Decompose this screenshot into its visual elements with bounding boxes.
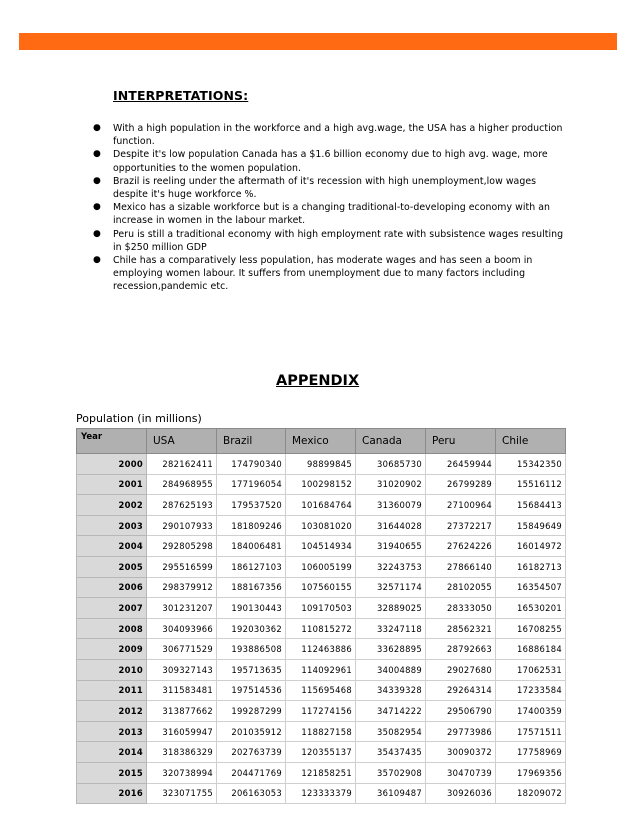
- cell-year: 2000: [77, 454, 147, 475]
- cell-mexico: 115695468: [286, 680, 356, 701]
- interpretation-text: Brazil is reeling under the aftermath of it's recession with high unemployment,low wages despite it's huge workforce %.: [113, 175, 537, 201]
- cell-brazil: 197514536: [217, 680, 286, 701]
- table-row: [77, 556, 566, 577]
- cell-year: 2006: [77, 577, 147, 598]
- cell-peru: 27624226: [426, 536, 496, 557]
- bullet-icon: ●: [93, 149, 101, 160]
- cell-canada: 33628895: [356, 639, 426, 660]
- interpretations-list: [93, 122, 573, 294]
- table-row: [77, 659, 566, 680]
- cell-usa: 318386329: [147, 742, 217, 763]
- cell-peru: 29773986: [426, 721, 496, 742]
- cell-brazil: 179537520: [217, 495, 286, 516]
- cell-peru: 28102055: [426, 577, 496, 598]
- cell-peru: 27100964: [426, 495, 496, 516]
- table-body: [77, 454, 566, 804]
- cell-year: 2004: [77, 536, 147, 557]
- column-header-chile: Chile: [496, 429, 566, 454]
- cell-peru: 29027680: [426, 659, 496, 680]
- cell-chile: 16530201: [496, 598, 566, 619]
- column-header-brazil: Brazil: [217, 429, 286, 454]
- cell-chile: 17400359: [496, 701, 566, 722]
- cell-canada: 30685730: [356, 454, 426, 475]
- cell-brazil: 199287299: [217, 701, 286, 722]
- cell-peru: 28792663: [426, 639, 496, 660]
- cell-chile: 16886184: [496, 639, 566, 660]
- cell-year: 2007: [77, 598, 147, 619]
- cell-peru: 26799289: [426, 474, 496, 495]
- cell-peru: 29506790: [426, 701, 496, 722]
- cell-mexico: 109170503: [286, 598, 356, 619]
- interpretation-item: [93, 148, 573, 174]
- cell-usa: 323071755: [147, 783, 217, 804]
- cell-year: 2016: [77, 783, 147, 804]
- header-accent-bar: [19, 33, 617, 50]
- cell-canada: 32571174: [356, 577, 426, 598]
- cell-year: 2011: [77, 680, 147, 701]
- cell-usa: 311583481: [147, 680, 217, 701]
- table-row: [77, 598, 566, 619]
- interpretation-item: [93, 228, 573, 254]
- cell-usa: 287625193: [147, 495, 217, 516]
- cell-usa: 316059947: [147, 721, 217, 742]
- cell-peru: 30090372: [426, 742, 496, 763]
- cell-usa: 295516599: [147, 556, 217, 577]
- bullet-icon: ●: [93, 228, 101, 239]
- cell-year: 2013: [77, 721, 147, 742]
- table-row: [77, 721, 566, 742]
- table-row: [77, 536, 566, 557]
- cell-mexico: 107560155: [286, 577, 356, 598]
- column-header-canada: Canada: [356, 429, 426, 454]
- cell-peru: 30470739: [426, 762, 496, 783]
- cell-chile: 15849649: [496, 515, 566, 536]
- cell-brazil: 190130443: [217, 598, 286, 619]
- bullet-icon: ●: [93, 123, 101, 133]
- column-header-usa: USA: [147, 429, 217, 454]
- column-header-mexico: Mexico: [286, 429, 356, 454]
- cell-usa: 306771529: [147, 639, 217, 660]
- cell-year: 2001: [77, 474, 147, 495]
- cell-canada: 35702908: [356, 762, 426, 783]
- interpretations-heading: INTERPRETATIONS:: [113, 88, 249, 103]
- cell-brazil: 201035912: [217, 721, 286, 742]
- bullet-icon: ●: [93, 255, 101, 266]
- cell-chile: 15342350: [496, 454, 566, 475]
- cell-brazil: 181809246: [217, 515, 286, 536]
- cell-mexico: 121858251: [286, 762, 356, 783]
- cell-mexico: 103081020: [286, 515, 356, 536]
- bullet-icon: ●: [93, 202, 101, 213]
- cell-usa: 313877662: [147, 701, 217, 722]
- cell-peru: 28333050: [426, 598, 496, 619]
- cell-chile: 16708255: [496, 618, 566, 639]
- cell-chile: 15684413: [496, 495, 566, 516]
- cell-usa: 290107933: [147, 515, 217, 536]
- cell-brazil: 192030362: [217, 618, 286, 639]
- cell-chile: 16014972: [496, 536, 566, 557]
- cell-brazil: 204471769: [217, 762, 286, 783]
- table-row: [77, 577, 566, 598]
- table-row: [77, 701, 566, 722]
- population-table: [76, 428, 566, 804]
- table-row: [77, 618, 566, 639]
- cell-canada: 31940655: [356, 536, 426, 557]
- cell-chile: 17062531: [496, 659, 566, 680]
- cell-year: 2014: [77, 742, 147, 763]
- cell-brazil: 184006481: [217, 536, 286, 557]
- cell-peru: 28562321: [426, 618, 496, 639]
- appendix-heading: APPENDIX: [276, 373, 360, 389]
- cell-canada: 34004889: [356, 659, 426, 680]
- cell-peru: 27866140: [426, 556, 496, 577]
- cell-chile: 16182713: [496, 556, 566, 577]
- table-row: [77, 742, 566, 763]
- cell-chile: 17758969: [496, 742, 566, 763]
- cell-canada: 31360079: [356, 495, 426, 516]
- cell-canada: 32243753: [356, 556, 426, 577]
- table-row: [77, 474, 566, 495]
- table-row: [77, 762, 566, 783]
- cell-mexico: 117274156: [286, 701, 356, 722]
- column-header-peru: Peru: [426, 429, 496, 454]
- cell-brazil: 193886508: [217, 639, 286, 660]
- table-caption: Population (in millions): [76, 412, 202, 425]
- cell-peru: 30926036: [426, 783, 496, 804]
- cell-brazil: 188167356: [217, 577, 286, 598]
- cell-chile: 18209072: [496, 783, 566, 804]
- cell-chile: 17571511: [496, 721, 566, 742]
- cell-mexico: 118827158: [286, 721, 356, 742]
- cell-usa: 301231207: [147, 598, 217, 619]
- table-row: [77, 515, 566, 536]
- cell-peru: 26459944: [426, 454, 496, 475]
- cell-mexico: 101684764: [286, 495, 356, 516]
- cell-usa: 320738994: [147, 762, 217, 783]
- cell-year: 2002: [77, 495, 147, 516]
- cell-usa: 309327143: [147, 659, 217, 680]
- cell-usa: 298379912: [147, 577, 217, 598]
- table-row: [77, 680, 566, 701]
- cell-brazil: 177196054: [217, 474, 286, 495]
- cell-year: 2008: [77, 618, 147, 639]
- cell-peru: 29264314: [426, 680, 496, 701]
- cell-chile: 15516112: [496, 474, 566, 495]
- bullet-icon: ●: [93, 175, 101, 186]
- cell-mexico: 106005199: [286, 556, 356, 577]
- interpretation-item: [93, 254, 573, 294]
- cell-canada: 34339328: [356, 680, 426, 701]
- interpretation-text: Peru is still a traditional economy with high employment rate with subsistence wages resulting in $250 million GDP: [113, 228, 564, 253]
- table-row: [77, 639, 566, 660]
- interpretation-item: [93, 122, 573, 148]
- table-header-row: [77, 429, 566, 454]
- cell-mexico: 98899845: [286, 454, 356, 475]
- cell-canada: 31644028: [356, 515, 426, 536]
- cell-mexico: 100298152: [286, 474, 356, 495]
- cell-peru: 27372217: [426, 515, 496, 536]
- cell-canada: 33247118: [356, 618, 426, 639]
- cell-year: 2015: [77, 762, 147, 783]
- cell-chile: 16354507: [496, 577, 566, 598]
- interpretation-text: Chile has a comparatively less population, has moderate wages and has seen a boom in employing women labour. It suffers from unemployment due to many factors including recession,pandemic etc.: [113, 255, 533, 293]
- table-row: [77, 783, 566, 804]
- cell-brazil: 206163053: [217, 783, 286, 804]
- cell-brazil: 202763739: [217, 742, 286, 763]
- cell-canada: 36109487: [356, 783, 426, 804]
- cell-chile: 17969356: [496, 762, 566, 783]
- interpretation-text: Mexico has a sizable workforce but is a changing traditional-to-developing economy with an increase in women in the labour market.: [113, 202, 551, 227]
- interpretation-text: With a high population in the workforce and a high avg.wage, the USA has a higher production function.: [113, 123, 563, 148]
- cell-canada: 31020902: [356, 474, 426, 495]
- cell-canada: 34714222: [356, 701, 426, 722]
- cell-usa: 284968955: [147, 474, 217, 495]
- interpretation-text: Despite it's low population Canada has a $1.6 billion economy due to high avg. wage, more opportunities to the women population.: [113, 149, 548, 174]
- cell-year: 2010: [77, 659, 147, 680]
- interpretation-item: [93, 201, 573, 227]
- cell-year: 2012: [77, 701, 147, 722]
- cell-mexico: 112463886: [286, 639, 356, 660]
- interpretation-item: [93, 175, 573, 201]
- cell-year: 2003: [77, 515, 147, 536]
- cell-canada: 35082954: [356, 721, 426, 742]
- cell-mexico: 110815272: [286, 618, 356, 639]
- cell-brazil: 186127103: [217, 556, 286, 577]
- cell-brazil: 195713635: [217, 659, 286, 680]
- column-header-year: Year: [77, 429, 147, 454]
- cell-usa: 292805298: [147, 536, 217, 557]
- cell-year: 2005: [77, 556, 147, 577]
- cell-mexico: 114092961: [286, 659, 356, 680]
- cell-mexico: 104514934: [286, 536, 356, 557]
- cell-usa: 304093966: [147, 618, 217, 639]
- cell-chile: 17233584: [496, 680, 566, 701]
- cell-usa: 282162411: [147, 454, 217, 475]
- cell-mexico: 123333379: [286, 783, 356, 804]
- cell-year: 2009: [77, 639, 147, 660]
- cell-canada: 32889025: [356, 598, 426, 619]
- table-row: [77, 495, 566, 516]
- cell-mexico: 120355137: [286, 742, 356, 763]
- cell-brazil: 174790340: [217, 454, 286, 475]
- cell-canada: 35437435: [356, 742, 426, 763]
- table-row: [77, 454, 566, 475]
